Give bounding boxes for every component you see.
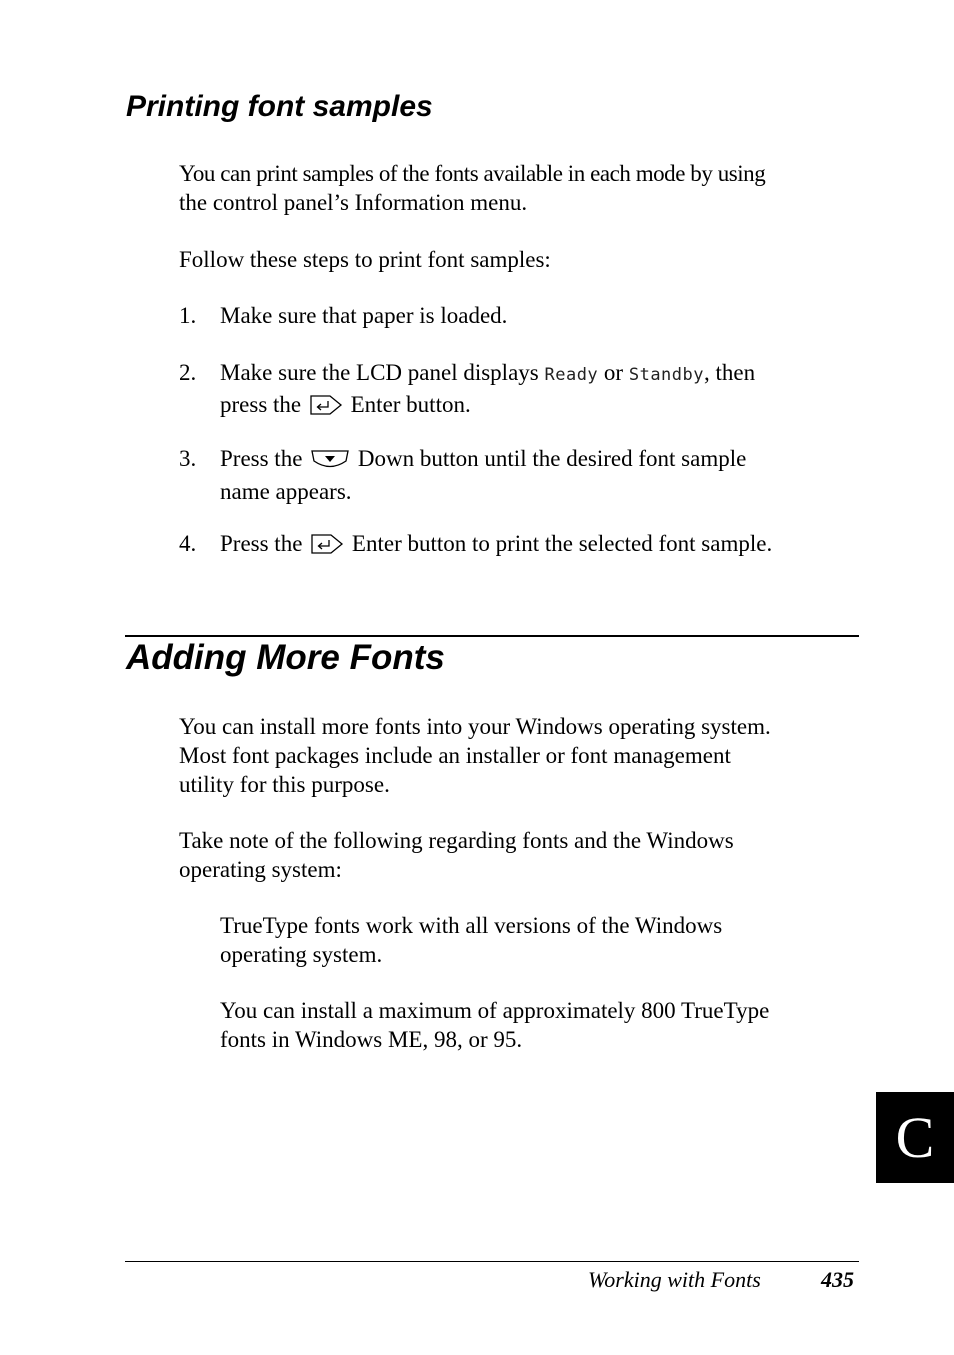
- appendix-thumb-tab: C: [876, 1092, 954, 1183]
- note-item: You can install a maximum of approximately 800 TrueType fonts in Windows ME, 98, or 95.: [220, 998, 770, 1052]
- lcd-text-ready: Ready: [544, 365, 599, 385]
- steps-lead-text: Follow these steps to print font samples:: [179, 247, 551, 272]
- footer-rule: [125, 1261, 859, 1262]
- enter-button-icon: [309, 394, 343, 423]
- intro-paragraph: You can print samples of the fonts available in each mode by using the control panel’s Information menu.: [179, 161, 766, 215]
- enter-button-icon: [310, 533, 344, 562]
- adding-fonts-paragraph: You can install more fonts into your Windows operating system. Most font packages include an installer or font management utility for this purpose.: [179, 714, 771, 797]
- down-button-icon: [310, 448, 350, 477]
- section-heading-adding-more-fonts: Adding More Fonts: [126, 638, 445, 677]
- lcd-text-standby: Standby: [628, 365, 704, 385]
- windows-note-paragraph: Take note of the following regarding fonts and the Windows operating system:: [179, 828, 734, 882]
- footer-chapter-title: Working with Fonts: [588, 1267, 761, 1292]
- section-heading-printing-font-samples: Printing font samples: [126, 90, 433, 123]
- note-item: TrueType fonts work with all versions of the Windows operating system.: [220, 913, 723, 967]
- page-number: 435: [821, 1267, 854, 1292]
- section-divider: [125, 635, 859, 637]
